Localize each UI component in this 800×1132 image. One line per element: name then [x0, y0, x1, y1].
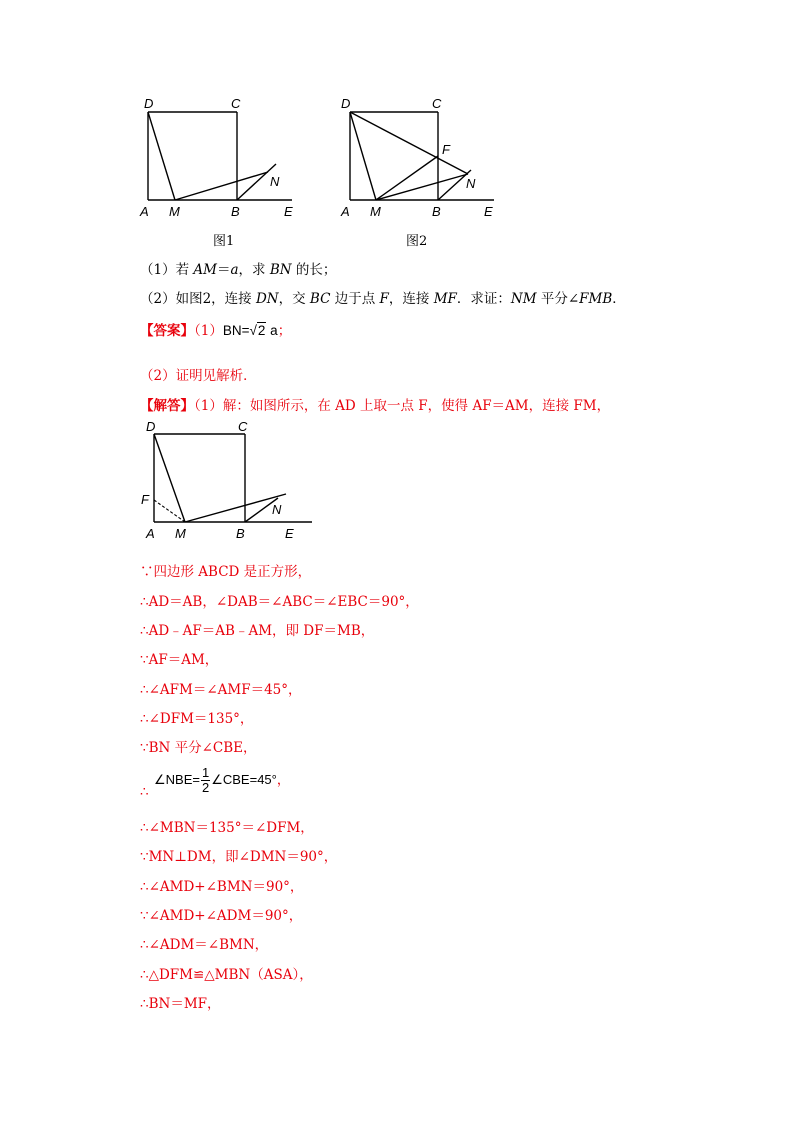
- solution-step: ∵四边形 ABCD 是正方形，: [140, 564, 312, 580]
- label-N: N: [272, 502, 282, 517]
- label-B: B: [231, 204, 240, 219]
- label-E: E: [484, 204, 493, 219]
- label-A: A: [146, 526, 155, 541]
- label-M: M: [370, 204, 381, 219]
- figure-2-diagram: [338, 92, 508, 224]
- solution-step: ∴∠MBN＝135°＝∠DFM，: [140, 820, 314, 836]
- label-M: M: [169, 204, 180, 219]
- label-B: B: [432, 204, 441, 219]
- solution-step: ∵MN⊥DM，即∠DMN＝90°，: [140, 849, 338, 865]
- label-E: E: [284, 204, 293, 219]
- solution-step: ∴AD﹣AF＝AB﹣AM，即 DF＝MB，: [140, 623, 375, 639]
- solution-step: ∴△DFM≌△MBN（ASA），: [140, 967, 313, 983]
- label-M: M: [175, 526, 186, 541]
- label-N: N: [270, 174, 280, 189]
- solution-step: ∴∠AFM＝∠AMF＝45°，: [140, 682, 302, 698]
- solution-step: ∴∠AMD+∠BMN＝90°，: [140, 879, 304, 895]
- label-F: F: [442, 142, 450, 157]
- label-E: E: [285, 526, 294, 541]
- figure-3-diagram: [140, 418, 320, 550]
- solution-step: ∵∠AMD+∠ADM＝90°，: [140, 908, 303, 924]
- label-C: C: [432, 96, 442, 111]
- solution-tag: 【解答】: [140, 398, 194, 414]
- answer-tag: 【答案】: [140, 323, 194, 339]
- figure-3: [140, 418, 320, 550]
- label-C: C: [238, 419, 248, 434]
- answer-line-1: 【答案】（1）BN=√2 a；: [140, 323, 292, 339]
- label-A: A: [341, 204, 350, 219]
- figure-2: [338, 92, 508, 224]
- figure-1: [138, 92, 308, 224]
- label-B: B: [236, 526, 245, 541]
- question-1: （1）若 AM＝a，求 BN 的长；: [140, 262, 337, 278]
- solution-step: ∵AF＝AM，: [140, 652, 219, 668]
- figure-1-diagram: [138, 92, 308, 224]
- label-A: A: [140, 204, 149, 219]
- label-N: N: [466, 176, 476, 191]
- solution-step: ∵BN 平分∠CBE，: [140, 740, 257, 756]
- solution-step: ∴BN＝MF，: [140, 996, 221, 1012]
- figure-1-caption: 图1: [213, 234, 235, 249]
- solution-intro: 【解答】（1）解：如图所示，在 AD 上取一点 F，使得 AF＝AM，连接 FM，: [140, 398, 611, 414]
- label-D: D: [341, 96, 351, 111]
- solution-step: ∴AD＝AB，∠DAB＝∠ABC＝∠EBC＝90°，: [140, 594, 419, 610]
- figure-2-caption: 图2: [406, 234, 428, 249]
- label-C: C: [231, 96, 241, 111]
- solution-step: ∴∠ADM＝∠BMN，: [140, 937, 269, 953]
- question-2: （2）如图2，连接 DN，交 BC 边于点 F，连接 MF．求证：NM 平分∠FMB．: [140, 291, 626, 307]
- answer-line-2: （2）证明见解析．: [140, 368, 257, 384]
- label-F: F: [141, 492, 149, 507]
- solution-step: ∴∠DFM＝135°，: [140, 711, 254, 727]
- label-D: D: [144, 96, 154, 111]
- label-D: D: [146, 419, 156, 434]
